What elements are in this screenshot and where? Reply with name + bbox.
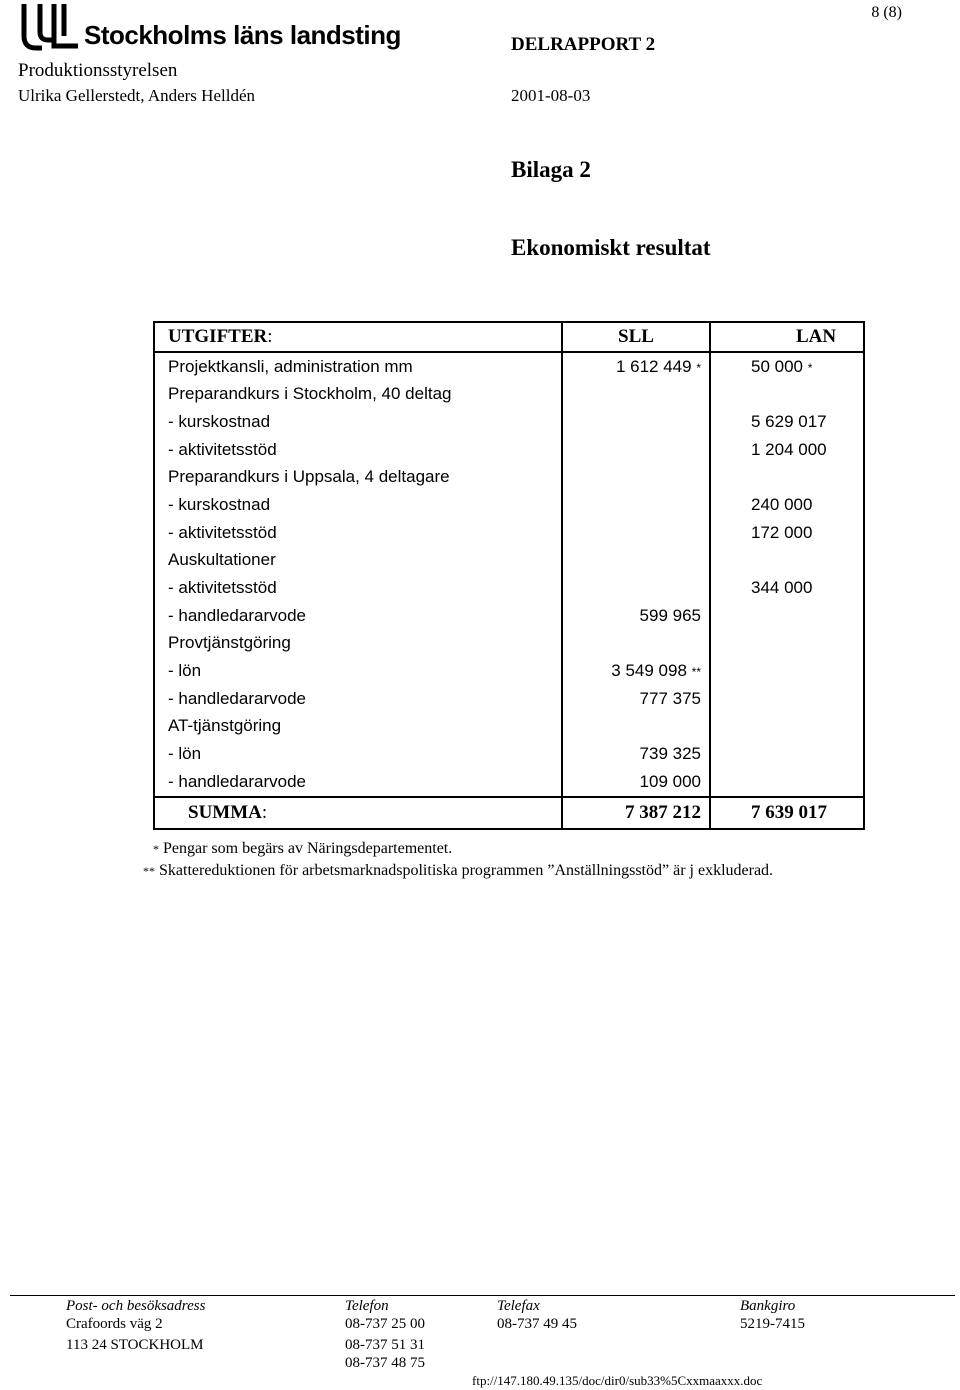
row-lan-value: 344 000 xyxy=(751,578,813,598)
table-row xyxy=(154,519,864,547)
row-sll xyxy=(562,436,710,464)
row-sll xyxy=(562,685,710,713)
header-lan: LAN xyxy=(710,322,864,352)
row-sll-value: 739 325 xyxy=(639,744,701,764)
logo-text: Stockholms läns landsting xyxy=(84,20,401,50)
row-lan xyxy=(710,574,864,602)
row-sll xyxy=(562,574,710,602)
row-label-value: Preparandkurs i Uppsala, 4 deltagare xyxy=(168,467,450,487)
row-sll xyxy=(562,768,710,797)
footnote-1-text: Pengar som begärs av Näringsdepartementet. xyxy=(163,840,453,857)
footer-fax-heading: Telefax xyxy=(497,1298,540,1314)
row-sll xyxy=(562,713,710,741)
sum-row xyxy=(154,797,864,829)
row-sll xyxy=(562,463,710,491)
row-label-value: - aktivitetsstöd xyxy=(168,522,277,542)
footnote-2 xyxy=(143,862,773,880)
footer-fax: 08-737 49 45 xyxy=(497,1316,577,1332)
row-lan xyxy=(710,547,864,575)
section-title: Ekonomiskt resultat xyxy=(511,235,711,260)
table-row xyxy=(154,685,864,713)
row-lan xyxy=(710,740,864,768)
row-label xyxy=(154,768,562,797)
row-lan xyxy=(710,436,864,464)
row-lan xyxy=(710,657,864,685)
row-sll xyxy=(562,352,710,381)
sum-lan: 7 639 017 xyxy=(710,797,864,829)
table-row xyxy=(154,574,864,602)
row-label xyxy=(154,713,562,741)
row-sll xyxy=(562,519,710,547)
row-label xyxy=(154,463,562,491)
row-lan xyxy=(710,491,864,519)
row-label xyxy=(154,380,562,408)
row-label xyxy=(154,657,562,685)
row-label-value: Projektkansli, administration mm xyxy=(168,356,413,376)
table-row xyxy=(154,713,864,741)
row-sll xyxy=(562,602,710,630)
attachment-title: Bilaga 2 xyxy=(511,157,591,182)
footer-giro: 5219-7415 xyxy=(740,1316,805,1332)
row-label-value: Provtjänstgöring xyxy=(168,633,291,653)
footer-file-path: ftp://147.180.49.135/doc/dir0/sub33%5Cxxmaaxxx.doc xyxy=(472,1373,763,1388)
table-row xyxy=(154,408,864,436)
row-label-value: - handledararvode xyxy=(168,688,306,708)
row-label-value: - kurskostnad xyxy=(168,411,271,431)
table-row xyxy=(154,630,864,658)
row-lan-value: 5 629 017 xyxy=(751,411,827,431)
page-number: 8 (8) xyxy=(871,4,902,21)
landsting-logo xyxy=(18,2,401,54)
row-label-value: - aktivitetsstöd xyxy=(168,439,277,459)
row-label-value: - aktivitetsstöd xyxy=(168,578,277,598)
footnote-1 xyxy=(153,840,452,858)
table-row xyxy=(154,380,864,408)
footer-phone-heading: Telefon xyxy=(345,1298,389,1314)
footnote-1-mark: * xyxy=(153,842,159,856)
row-label-value: - lön xyxy=(168,744,202,764)
row-lan xyxy=(710,352,864,381)
row-lan xyxy=(710,630,864,658)
footer-address-heading: Post- och besöksadress xyxy=(66,1298,206,1314)
row-sll xyxy=(562,740,710,768)
header-label: UTGIFTER: xyxy=(154,322,562,352)
row-sll-value: 1 612 449 xyxy=(615,356,692,376)
row-label xyxy=(154,630,562,658)
row-label-value: - handledararvode xyxy=(168,605,306,625)
row-sll xyxy=(562,491,710,519)
row-lan xyxy=(710,602,864,630)
footer-postal: 113 24 STOCKHOLM xyxy=(66,1337,204,1353)
row-label xyxy=(154,408,562,436)
row-label xyxy=(154,547,562,575)
table-row xyxy=(154,602,864,630)
footer-rule xyxy=(10,1295,955,1296)
row-sll-value: 599 965 xyxy=(639,605,701,625)
table-row xyxy=(154,352,864,381)
row-lan xyxy=(710,768,864,797)
row-sll-value: 109 000 xyxy=(639,771,701,791)
row-sll xyxy=(562,657,710,685)
row-lan xyxy=(710,408,864,436)
footer-phone-2: 08-737 51 31 xyxy=(345,1337,425,1353)
row-lan xyxy=(710,685,864,713)
row-sll xyxy=(562,630,710,658)
footer-street: Crafoords väg 2 xyxy=(66,1316,163,1332)
row-lan xyxy=(710,713,864,741)
row-sll-value: 3 549 098 xyxy=(611,661,687,681)
row-sll-value: 777 375 xyxy=(639,688,701,708)
row-label-value: Auskultationer xyxy=(168,550,276,570)
row-lan-value: 172 000 xyxy=(751,522,813,542)
table-row xyxy=(154,547,864,575)
footnote-2-text: Skattereduktionen för arbetsmarknadspolitiska programmen ”Anställningsstöd” är j exkluderad. xyxy=(159,862,774,879)
row-label-value: - kurskostnad xyxy=(168,494,271,514)
table-row xyxy=(154,768,864,797)
row-label xyxy=(154,491,562,519)
footer-phone-3: 08-737 48 75 xyxy=(345,1355,425,1371)
row-label-value: - lön xyxy=(168,661,202,681)
row-sll xyxy=(562,547,710,575)
row-label xyxy=(154,436,562,464)
row-sll xyxy=(562,380,710,408)
landsting-logo-mark-icon xyxy=(18,2,82,52)
report-title: DELRAPPORT 2 xyxy=(511,34,656,55)
row-label-value: - handledararvode xyxy=(168,771,306,791)
footer-phone-1: 08-737 25 00 xyxy=(345,1316,425,1332)
expense-table xyxy=(153,321,865,830)
organization: Produktionsstyrelsen xyxy=(18,60,178,81)
row-lan-value: 50 000 xyxy=(751,356,803,376)
sum-sll: 7 387 212 xyxy=(562,797,710,829)
row-lan xyxy=(710,463,864,491)
row-label xyxy=(154,352,562,381)
table-header-row xyxy=(154,322,864,352)
row-label xyxy=(154,519,562,547)
authors: Ulrika Gellerstedt, Anders Helldén xyxy=(18,86,255,105)
row-lan-value: 1 204 000 xyxy=(751,439,827,459)
row-lan xyxy=(710,380,864,408)
footnote-2-mark: ** xyxy=(143,864,155,878)
table-row xyxy=(154,491,864,519)
table-row xyxy=(154,740,864,768)
footer-giro-heading: Bankgiro xyxy=(740,1298,796,1314)
row-sll xyxy=(562,408,710,436)
row-label xyxy=(154,602,562,630)
table-row xyxy=(154,657,864,685)
row-lan-mark: * xyxy=(807,360,813,375)
row-sll-mark: ** xyxy=(691,665,701,680)
row-label-value: AT-tjänstgöring xyxy=(168,716,282,736)
row-lan-value: 240 000 xyxy=(751,494,813,514)
row-label-value: Preparandkurs i Stockholm, 40 deltag xyxy=(168,384,452,404)
row-sll-mark: * xyxy=(696,360,701,375)
row-label xyxy=(154,574,562,602)
row-label xyxy=(154,685,562,713)
table-row xyxy=(154,463,864,491)
sum-label: SUMMA: xyxy=(154,797,562,829)
table-row xyxy=(154,436,864,464)
row-lan xyxy=(710,519,864,547)
report-date: 2001-08-03 xyxy=(511,86,591,105)
row-label xyxy=(154,740,562,768)
header-sll: SLL xyxy=(562,322,710,352)
